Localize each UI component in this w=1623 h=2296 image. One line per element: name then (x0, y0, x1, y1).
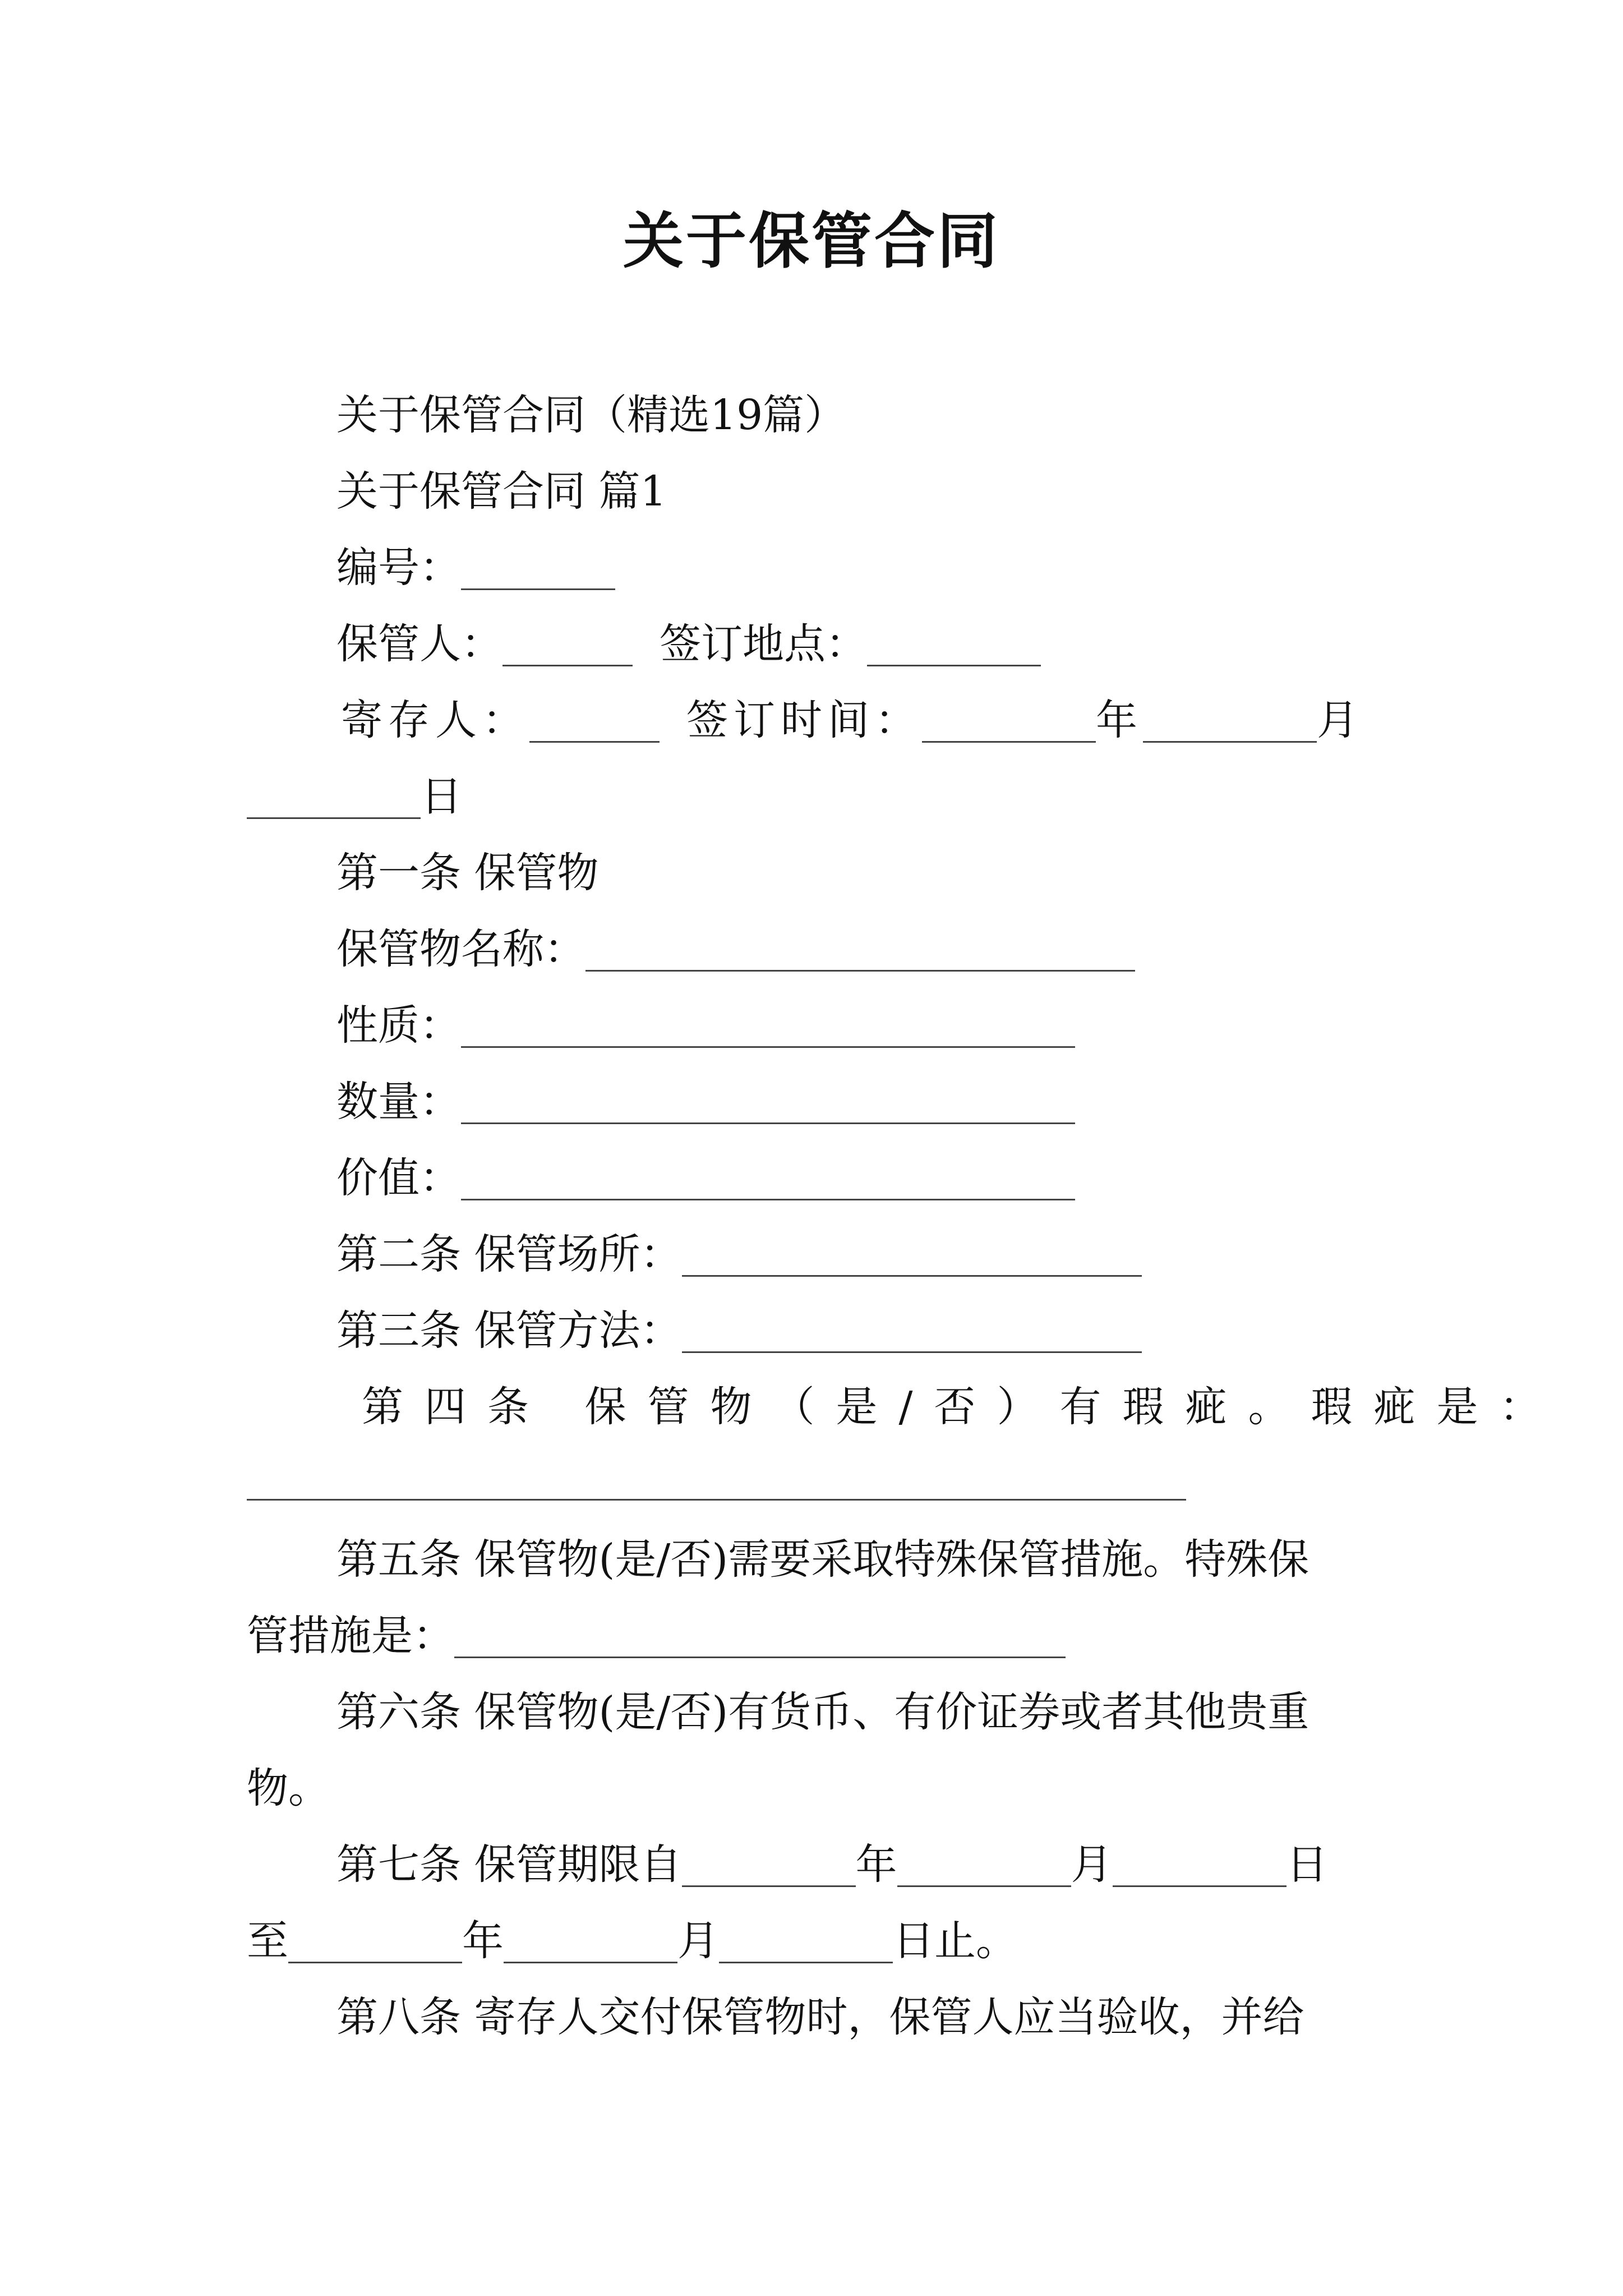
storage-method-field[interactable] (682, 1312, 1142, 1353)
depositor-field[interactable] (529, 702, 660, 743)
sign-place-label: 签订地点： (660, 620, 867, 668)
storage-place-field[interactable] (682, 1236, 1142, 1277)
custodian-field[interactable] (502, 625, 633, 666)
value-field[interactable] (461, 1159, 1075, 1200)
storage-place-label: 第二条 保管场所： (336, 1230, 682, 1278)
article-6-line-2: 物。 (247, 1764, 330, 1812)
special-measures-field[interactable] (454, 1617, 1066, 1658)
article-5-line-2 (247, 1608, 1066, 1664)
article-2-line (336, 1226, 1142, 1282)
quantity-field[interactable] (461, 1083, 1075, 1124)
article-1-heading: 第一条 保管物 (336, 849, 599, 897)
sign-month-field[interactable] (1143, 702, 1317, 743)
storage-method-label: 第三条 保管方法： (336, 1306, 682, 1355)
article-8-line-1: 第八条 寄存人交付保管物时，保管人应当验收，并给 (336, 1993, 1304, 2041)
period-start-month-field[interactable] (897, 1846, 1071, 1887)
contract-number-line (336, 540, 615, 596)
item-name-label: 保管物名称： (336, 925, 585, 973)
value-line (336, 1150, 1075, 1206)
period-end-year-field[interactable] (288, 1922, 462, 1963)
item-name-field[interactable] (585, 931, 1135, 972)
defect-field[interactable] (247, 1499, 1186, 1501)
sign-year-field[interactable] (922, 702, 1096, 743)
article-5-line-1: 第五条 保管物(是/否)需要采取特殊保管措施。特殊保 (336, 1535, 1310, 1584)
nature-label: 性质： (336, 1001, 461, 1050)
subtitle: 关于保管合同（精选19篇） (336, 391, 846, 439)
sign-day-line: 日 (247, 769, 462, 825)
period-start-day-field[interactable] (1113, 1846, 1287, 1887)
depositor-line: 寄存人： 签订时间： 年 月 (341, 692, 1364, 748)
quantity-line (336, 1074, 1075, 1130)
period-end-month-field[interactable] (504, 1922, 677, 1963)
section-heading: 关于保管合同 篇1 (336, 467, 667, 516)
value-label: 价值： (336, 1154, 461, 1202)
document-title: 关于保管合同 (623, 206, 1000, 277)
custodian-line (336, 616, 1041, 672)
article-7-line-1: 第七条 保管期限自 年 月 日 (336, 1841, 1328, 1889)
nature-line (336, 997, 1075, 1053)
sign-place-field[interactable] (867, 625, 1041, 666)
sign-day-field[interactable] (247, 778, 421, 819)
nature-field[interactable] (461, 1007, 1075, 1048)
period-end-day-field[interactable] (719, 1922, 893, 1963)
contract-number-field[interactable] (461, 549, 615, 590)
sign-time-label: 签订时间： (686, 696, 922, 744)
article-7-line-2: 至 年 月 日止。 (247, 1917, 1017, 1965)
custodian-label: 保管人： (336, 620, 502, 668)
period-start-year-field[interactable] (682, 1846, 856, 1887)
article-4-line: 第四条 保管物（是/否）有瑕疵。瑕疵是： (362, 1383, 1562, 1431)
depositor-label: 寄存人： (341, 696, 529, 744)
contract-number-label: 编号： (336, 544, 461, 592)
item-name-line (336, 921, 1135, 977)
article-6-line-1: 第六条 保管物(是/否)有货币、有价证券或者其他贵重 (336, 1688, 1310, 1736)
article-3-line (336, 1303, 1142, 1359)
special-measures-label: 管措施是： (247, 1612, 454, 1660)
quantity-label: 数量： (336, 1078, 461, 1126)
